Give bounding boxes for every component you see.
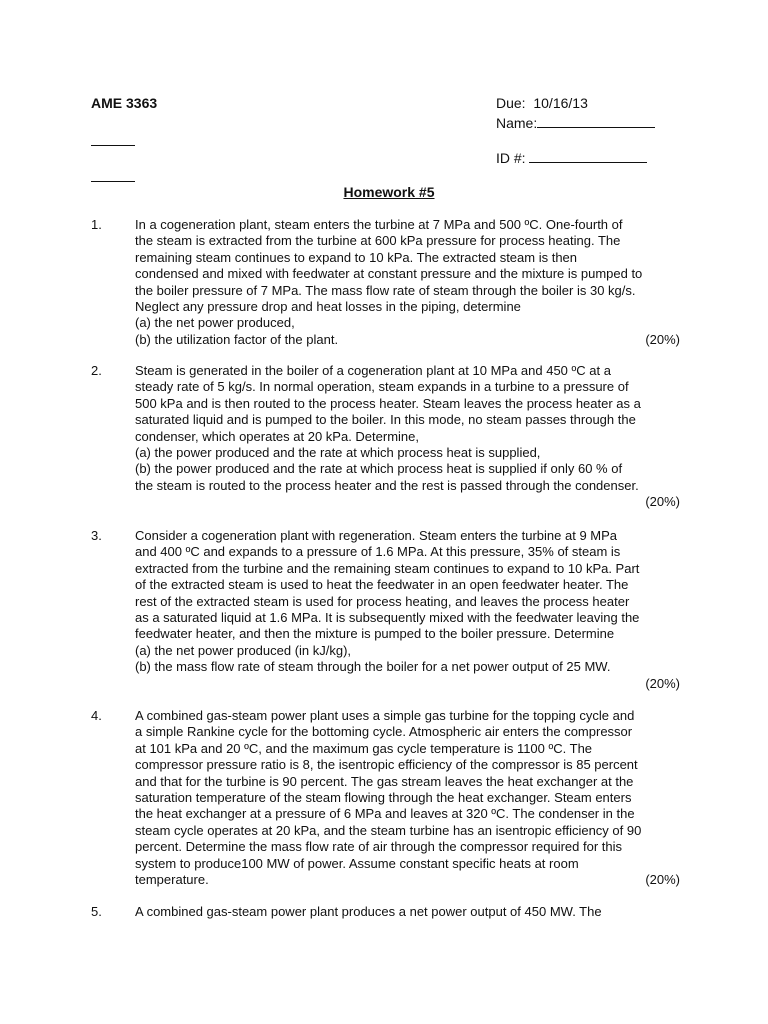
problem-line: In a cogeneration plant, steam enters the turbine at 7 MPa and 500 ºC. One-fourth of xyxy=(135,217,623,232)
problem-text xyxy=(135,904,680,920)
problem-line: as a saturated liquid at 1.6 MPa. It is subsequently mixed with the feedwater leaving the xyxy=(135,610,640,626)
problem-line: A combined gas-steam power plant produces a net power output of 450 MW. The xyxy=(135,904,602,919)
problem-text xyxy=(135,528,680,692)
problem-number: 3. xyxy=(91,528,102,543)
homework-title xyxy=(0,184,768,200)
problem-line: Neglect any pressure drop and heat losses in the piping, determine xyxy=(135,299,521,315)
homework-title-text: Homework #5 xyxy=(343,184,435,200)
problem-5 xyxy=(91,904,681,924)
problem-number: 5. xyxy=(91,904,102,919)
problem-line: the steam is routed to the process heater and the rest is passed through the condenser. xyxy=(135,477,639,493)
problem-line: Consider a cogeneration plant with regeneration. Steam enters the turbine at 9 MPa xyxy=(135,528,618,543)
problem-text xyxy=(135,363,680,511)
problem-line: and that for the turbine is 90 percent. The gas stream leaves the heat exchanger at the xyxy=(135,773,634,789)
problem-weight: (20%) xyxy=(645,872,680,888)
problem-line: (a) the power produced and the rate at which process heat is supplied, xyxy=(135,445,541,461)
problem-3 xyxy=(91,528,681,693)
problem-line: percent. Determine the mass flow rate of air through the compressor required for this xyxy=(135,839,622,855)
blank-line-1 xyxy=(91,131,135,146)
problem-line: system to produce100 MW of power. Assume constant specific heats at room xyxy=(135,855,579,871)
problem-line: (a) the net power produced, xyxy=(135,315,295,331)
id-label: ID #: xyxy=(496,150,526,166)
problem-text xyxy=(135,217,680,348)
problem-line: a simple Rankine cycle for the bottoming cycle. Atmospheric air enters the compressor xyxy=(135,724,633,740)
problem-1 xyxy=(91,217,681,352)
due-value: 10/16/13 xyxy=(533,95,588,111)
problem-4 xyxy=(91,708,681,893)
problem-line: saturated liquid and is pumped to the boiler. In this mode, no steam passes through the xyxy=(135,412,636,428)
problem-line: the heat exchanger at a pressure of 6 MPa and leaves at 320 ºC. The condenser in the xyxy=(135,806,635,822)
problem-line: compressor pressure ratio is 8, the isentropic efficiency of the compressor is 85 percent xyxy=(135,757,638,773)
problem-line: steam cycle operates at 20 kPa, and the steam turbine has an isentropic efficiency of 90 xyxy=(135,822,642,838)
course-code: AME 3363 xyxy=(91,95,158,111)
name-field xyxy=(496,113,655,131)
problem-line: steady rate of 5 kg/s. In normal operation, steam expands in a turbine to a pressure of xyxy=(135,379,629,395)
id-blank-line xyxy=(529,148,647,163)
problem-weight: (20%) xyxy=(645,331,680,347)
problem-line: remaining steam continues to expand to 10 kPa. The extracted steam is then xyxy=(135,249,578,265)
id-field xyxy=(496,148,647,166)
problem-line: 500 kPa and is then routed to the process heater. Steam leaves the process heater as a xyxy=(135,395,641,411)
due-date xyxy=(496,95,588,111)
problem-line: and 400 ºC and expands to a pressure of 1.6 MPa. At this pressure, 35% of steam is xyxy=(135,544,621,560)
problem-line: (b) the power produced and the rate at which process heat is supplied if only 60 % of xyxy=(135,461,623,477)
problem-line: of the extracted steam is used to heat the feedwater in an open feedwater heater. The xyxy=(135,577,629,593)
blank-line-2 xyxy=(91,167,135,182)
problem-line: (b) the mass flow rate of steam through the boiler for a net power output of 25 MW. xyxy=(135,659,611,675)
problem-line-text: (b) the utilization factor of the plant. xyxy=(135,331,339,347)
problem-line: condenser, which operates at 20 kPa. Determine, xyxy=(135,428,419,444)
problem-line: the steam is extracted from the turbine at 600 kPa pressure for process heating. The xyxy=(135,233,621,249)
problem-line xyxy=(135,332,680,348)
due-label: Due: xyxy=(496,95,526,111)
problem-number: 2. xyxy=(91,363,102,378)
problem-line: (a) the net power produced (in kJ/kg), xyxy=(135,642,352,658)
problem-line: rest of the extracted steam is used for process heating, and leaves the process heater xyxy=(135,593,630,609)
problem-line: saturation temperature of the steam flowing through the heat exchanger. Steam enters xyxy=(135,790,632,806)
problem-number: 1. xyxy=(91,217,102,232)
name-label: Name: xyxy=(496,115,538,131)
problem-line: A combined gas-steam power plant uses a simple gas turbine for the topping cycle and xyxy=(135,708,635,723)
problem-line-text: temperature. xyxy=(135,872,209,888)
problem-line: the boiler pressure of 7 MPa. The mass flow rate of steam through the boiler is 30 kg/s. xyxy=(135,282,636,298)
problem-weight: (20%) xyxy=(645,494,680,510)
problem-line: Steam is generated in the boiler of a cogeneration plant at 10 MPa and 450 ºC at a xyxy=(135,363,611,378)
problem-line: feedwater heater, and then the mixture is pumped to the boiler pressure. Determine xyxy=(135,626,615,642)
problem-line: extracted from the turbine and the remaining steam continues to expand to 10 kPa. Part xyxy=(135,560,640,576)
problem-weight: (20%) xyxy=(645,675,680,691)
problem-text xyxy=(135,708,680,888)
problem-line xyxy=(135,872,680,888)
problem-line: at 101 kPa and 20 ºC, and the maximum gas cycle temperature is 1100 ºC. The xyxy=(135,740,593,756)
problem-2 xyxy=(91,363,681,513)
name-blank-line xyxy=(537,113,655,128)
problem-number: 4. xyxy=(91,708,102,723)
problem-line: condensed and mixed with feedwater at constant pressure and the mixture is pumped to xyxy=(135,266,643,282)
